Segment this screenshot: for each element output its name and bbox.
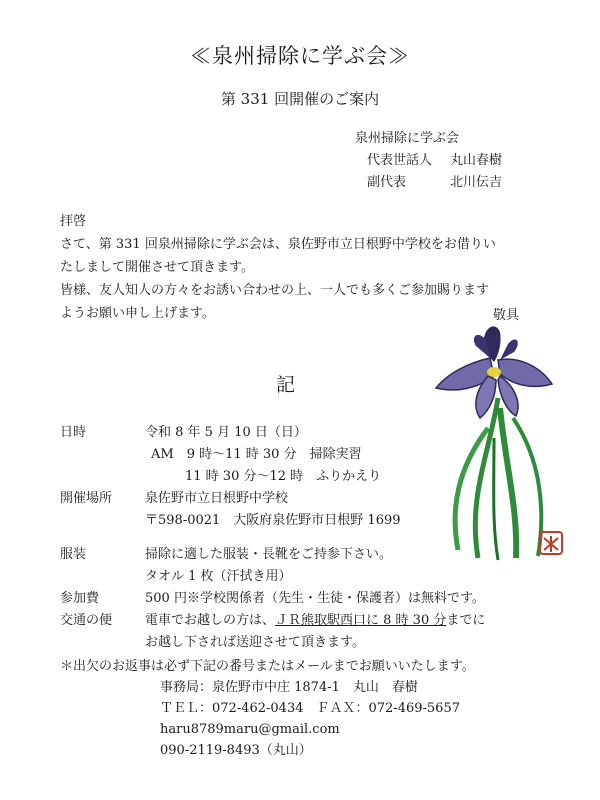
iris-illustration: [428, 318, 568, 572]
ki-heading: 記: [276, 374, 296, 396]
detail-label: 交通の便: [60, 613, 113, 628]
organizer-row: [355, 150, 502, 172]
haikei: 拝啓: [60, 214, 87, 229]
document-title: ≪泉州掃除に学ぶ会≫: [190, 44, 410, 68]
detail-row-attire: [60, 544, 485, 588]
detail-label: 日時: [60, 425, 87, 440]
iris-flower-icon: [428, 318, 568, 568]
fee-text: 500 円※学校関係者（先生・生徒・保護者）は無料です。: [145, 591, 485, 606]
detail-label: 開催場所: [60, 491, 113, 506]
transport-meeting-point: ＪＲ熊取駅西口に 8 時 30 分: [275, 613, 447, 628]
letter-line: ようお願い申し上げます。: [60, 306, 215, 321]
datetime-line: 11 時 30 分～12 時 ふりかえり: [185, 469, 382, 484]
attire-line: タオル 1 枚（汗拭き用）: [145, 569, 292, 584]
venue-line: 泉佐野市立日根野中学校: [145, 491, 289, 506]
organizer-block: [355, 128, 502, 194]
contact-mobile: 090-2119-8493（丸山）: [160, 743, 312, 758]
detail-row-transport: [60, 610, 485, 654]
letter-line: たしまして開催させて頂きます。: [60, 260, 254, 275]
letter-body: [60, 210, 540, 325]
event-details: [60, 422, 485, 654]
transport-line: お越し下されば送迎させて頂きます。: [145, 635, 365, 650]
datetime-line: AM 9 時～11 時 30 分 掃除実習: [151, 447, 362, 462]
transport-pre: 電車でお越しの方は、: [145, 613, 276, 628]
contact-email[interactable]: haru8789maru@gmail.com: [160, 722, 340, 737]
letter-line: さて、第 331 回泉州掃除に学ぶ会は、泉佐野市立日根野中学校をお借りい: [60, 237, 496, 252]
detail-row-venue: [60, 488, 485, 532]
attire-line: 掃除に適した服装・長靴をご持参下さい。: [145, 547, 393, 562]
letter-line: 皆様、友人知人の方々をお誘い合わせの上、一人でも多くご参加賜ります: [60, 283, 490, 298]
detail-label: 参加費: [60, 591, 100, 606]
contact-office: 事務局：泉佐野市中庄 1874-1 丸山 春樹: [160, 680, 418, 695]
detail-row-fee: [60, 588, 485, 610]
organizer-role: 代表世話人: [367, 153, 433, 168]
venue-line: 〒598-0021 大阪府泉佐野市日根野 1699: [145, 513, 401, 528]
organizer-name: 泉州掃除に学ぶ会: [355, 131, 460, 146]
keigu: 敬具: [493, 308, 520, 323]
organizer-role: 副代表: [367, 175, 407, 190]
detail-label: 服装: [60, 547, 87, 562]
organizer-row: [355, 172, 502, 194]
contact-telfax: ＴＥＬ：072-462-0434 ＦＡＸ：072-469-5657: [160, 701, 460, 716]
rsvp-notice: ＊出欠のお返事は必ず下記の番号またはメールまでお願いいたします。: [60, 659, 475, 674]
organizer-person: 北川伝吉: [450, 175, 503, 190]
transport-post: までに: [446, 613, 486, 628]
datetime-line: 令和 8 年 5 月 10 日（日）: [145, 425, 307, 440]
contact-block: [160, 677, 460, 761]
detail-row-datetime: [60, 422, 485, 488]
transport-line: [145, 610, 485, 632]
organizer-person: 丸山春樹: [450, 153, 503, 168]
document-subtitle: 第 331 回開催のご案内: [220, 90, 380, 108]
